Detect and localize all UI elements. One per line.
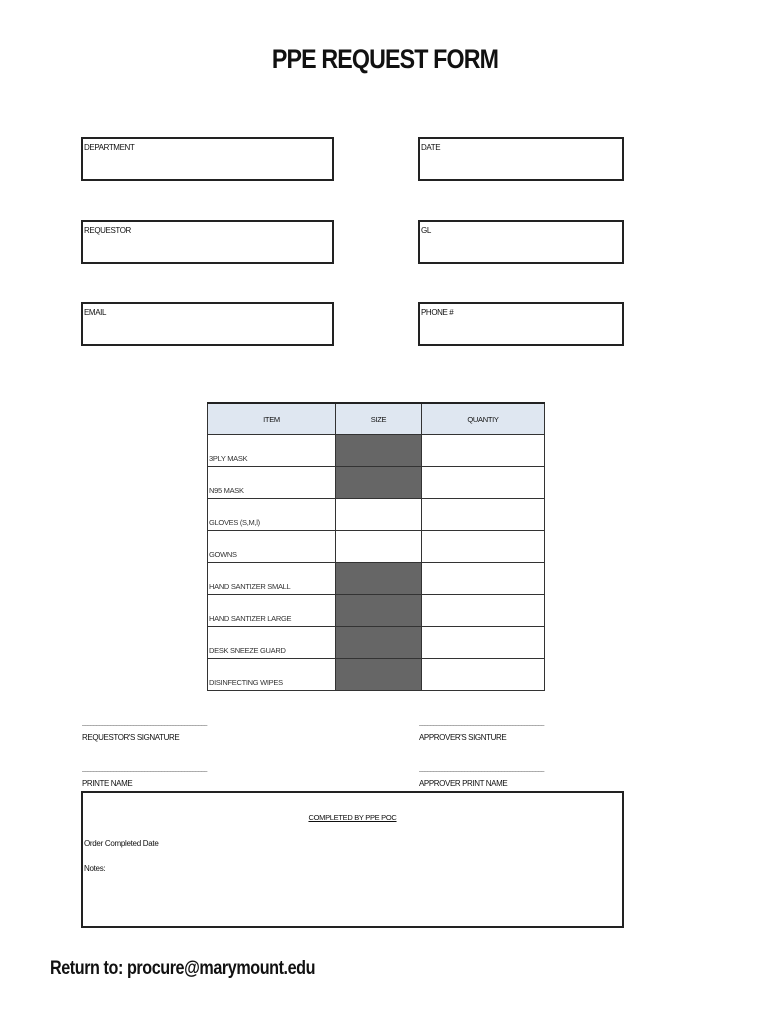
quantity-cell[interactable]	[422, 563, 545, 595]
item-name-cell: DESK SNEEZE GUARD	[208, 627, 336, 659]
quantity-cell[interactable]	[422, 499, 545, 531]
item-name-cell: HAND SANTIZER SMALL	[208, 563, 336, 595]
quantity-cell[interactable]	[422, 627, 545, 659]
size-cell-shaded	[336, 595, 422, 627]
department-label: DEPARTMENT	[84, 143, 135, 152]
item-name-cell: HAND SANTIZER LARGE	[208, 595, 336, 627]
requestor-field[interactable]	[81, 220, 334, 264]
date-label: DATE	[421, 143, 441, 152]
gl-label: GL	[421, 226, 431, 235]
item-name-cell: 3PLY MASK	[208, 435, 336, 467]
quantity-cell[interactable]	[422, 467, 545, 499]
item-name-cell: DISINFECTING WIPES	[208, 659, 336, 691]
item-name-cell: GLOVES (S,M,l)	[208, 499, 336, 531]
gl-field[interactable]	[418, 220, 624, 264]
approver-print-name-label: APPROVER PRINT NAME	[419, 779, 508, 788]
table-row	[208, 467, 545, 499]
print-name-label: PRINTE NAME	[82, 779, 133, 788]
quantity-cell[interactable]	[422, 531, 545, 563]
approver-signature-label: APPROVER'S SIGNTURE	[419, 733, 507, 742]
email-field[interactable]	[81, 302, 334, 346]
header-size: SIZE	[336, 403, 422, 435]
notes-label: Notes:	[84, 864, 106, 873]
table-header-row	[208, 403, 545, 435]
department-field[interactable]	[81, 137, 334, 181]
size-cell[interactable]	[336, 499, 422, 531]
size-cell-shaded	[336, 467, 422, 499]
print-name-line[interactable]: ____________________________________________	[82, 766, 207, 772]
date-field[interactable]	[418, 137, 624, 181]
email-label: EMAIL	[84, 308, 107, 317]
header-quantity: QUANTIY	[422, 403, 545, 435]
completed-by-poc-box[interactable]	[81, 791, 624, 928]
approver-print-name-line[interactable]: ____________________________________________	[419, 766, 544, 772]
table-row	[208, 435, 545, 467]
ppe-items-table	[207, 402, 545, 691]
page-title: PPE REQUEST FORM	[271, 44, 499, 74]
size-cell[interactable]	[336, 531, 422, 563]
size-cell-shaded	[336, 659, 422, 691]
table-row	[208, 595, 545, 627]
approver-signature-line[interactable]: ____________________________________________	[419, 720, 544, 726]
size-cell-shaded	[336, 627, 422, 659]
quantity-cell[interactable]	[422, 595, 545, 627]
requestor-label: REQUESTOR	[84, 226, 131, 235]
phone-field[interactable]	[418, 302, 624, 346]
table-row	[208, 627, 545, 659]
header-item: ITEM	[208, 403, 336, 435]
completed-by-title: COMPLETED BY PPE POC	[308, 813, 397, 822]
size-cell-shaded	[336, 563, 422, 595]
requestor-signature-label: REQUESTOR'S SIGNATURE	[82, 733, 180, 742]
table-row	[208, 499, 545, 531]
item-name-cell: GOWNS	[208, 531, 336, 563]
table-row	[208, 531, 545, 563]
return-to-text: Return to: procure@marymount.edu	[50, 958, 316, 979]
quantity-cell[interactable]	[422, 435, 545, 467]
item-name-cell: N95 MASK	[208, 467, 336, 499]
order-completed-date-label: Order Completed Date	[84, 839, 159, 848]
table-row	[208, 659, 545, 691]
quantity-cell[interactable]	[422, 659, 545, 691]
requestor-signature-line[interactable]: ____________________________________________	[82, 720, 207, 726]
size-cell-shaded	[336, 435, 422, 467]
table-row	[208, 563, 545, 595]
phone-label: PHONE #	[421, 308, 454, 317]
